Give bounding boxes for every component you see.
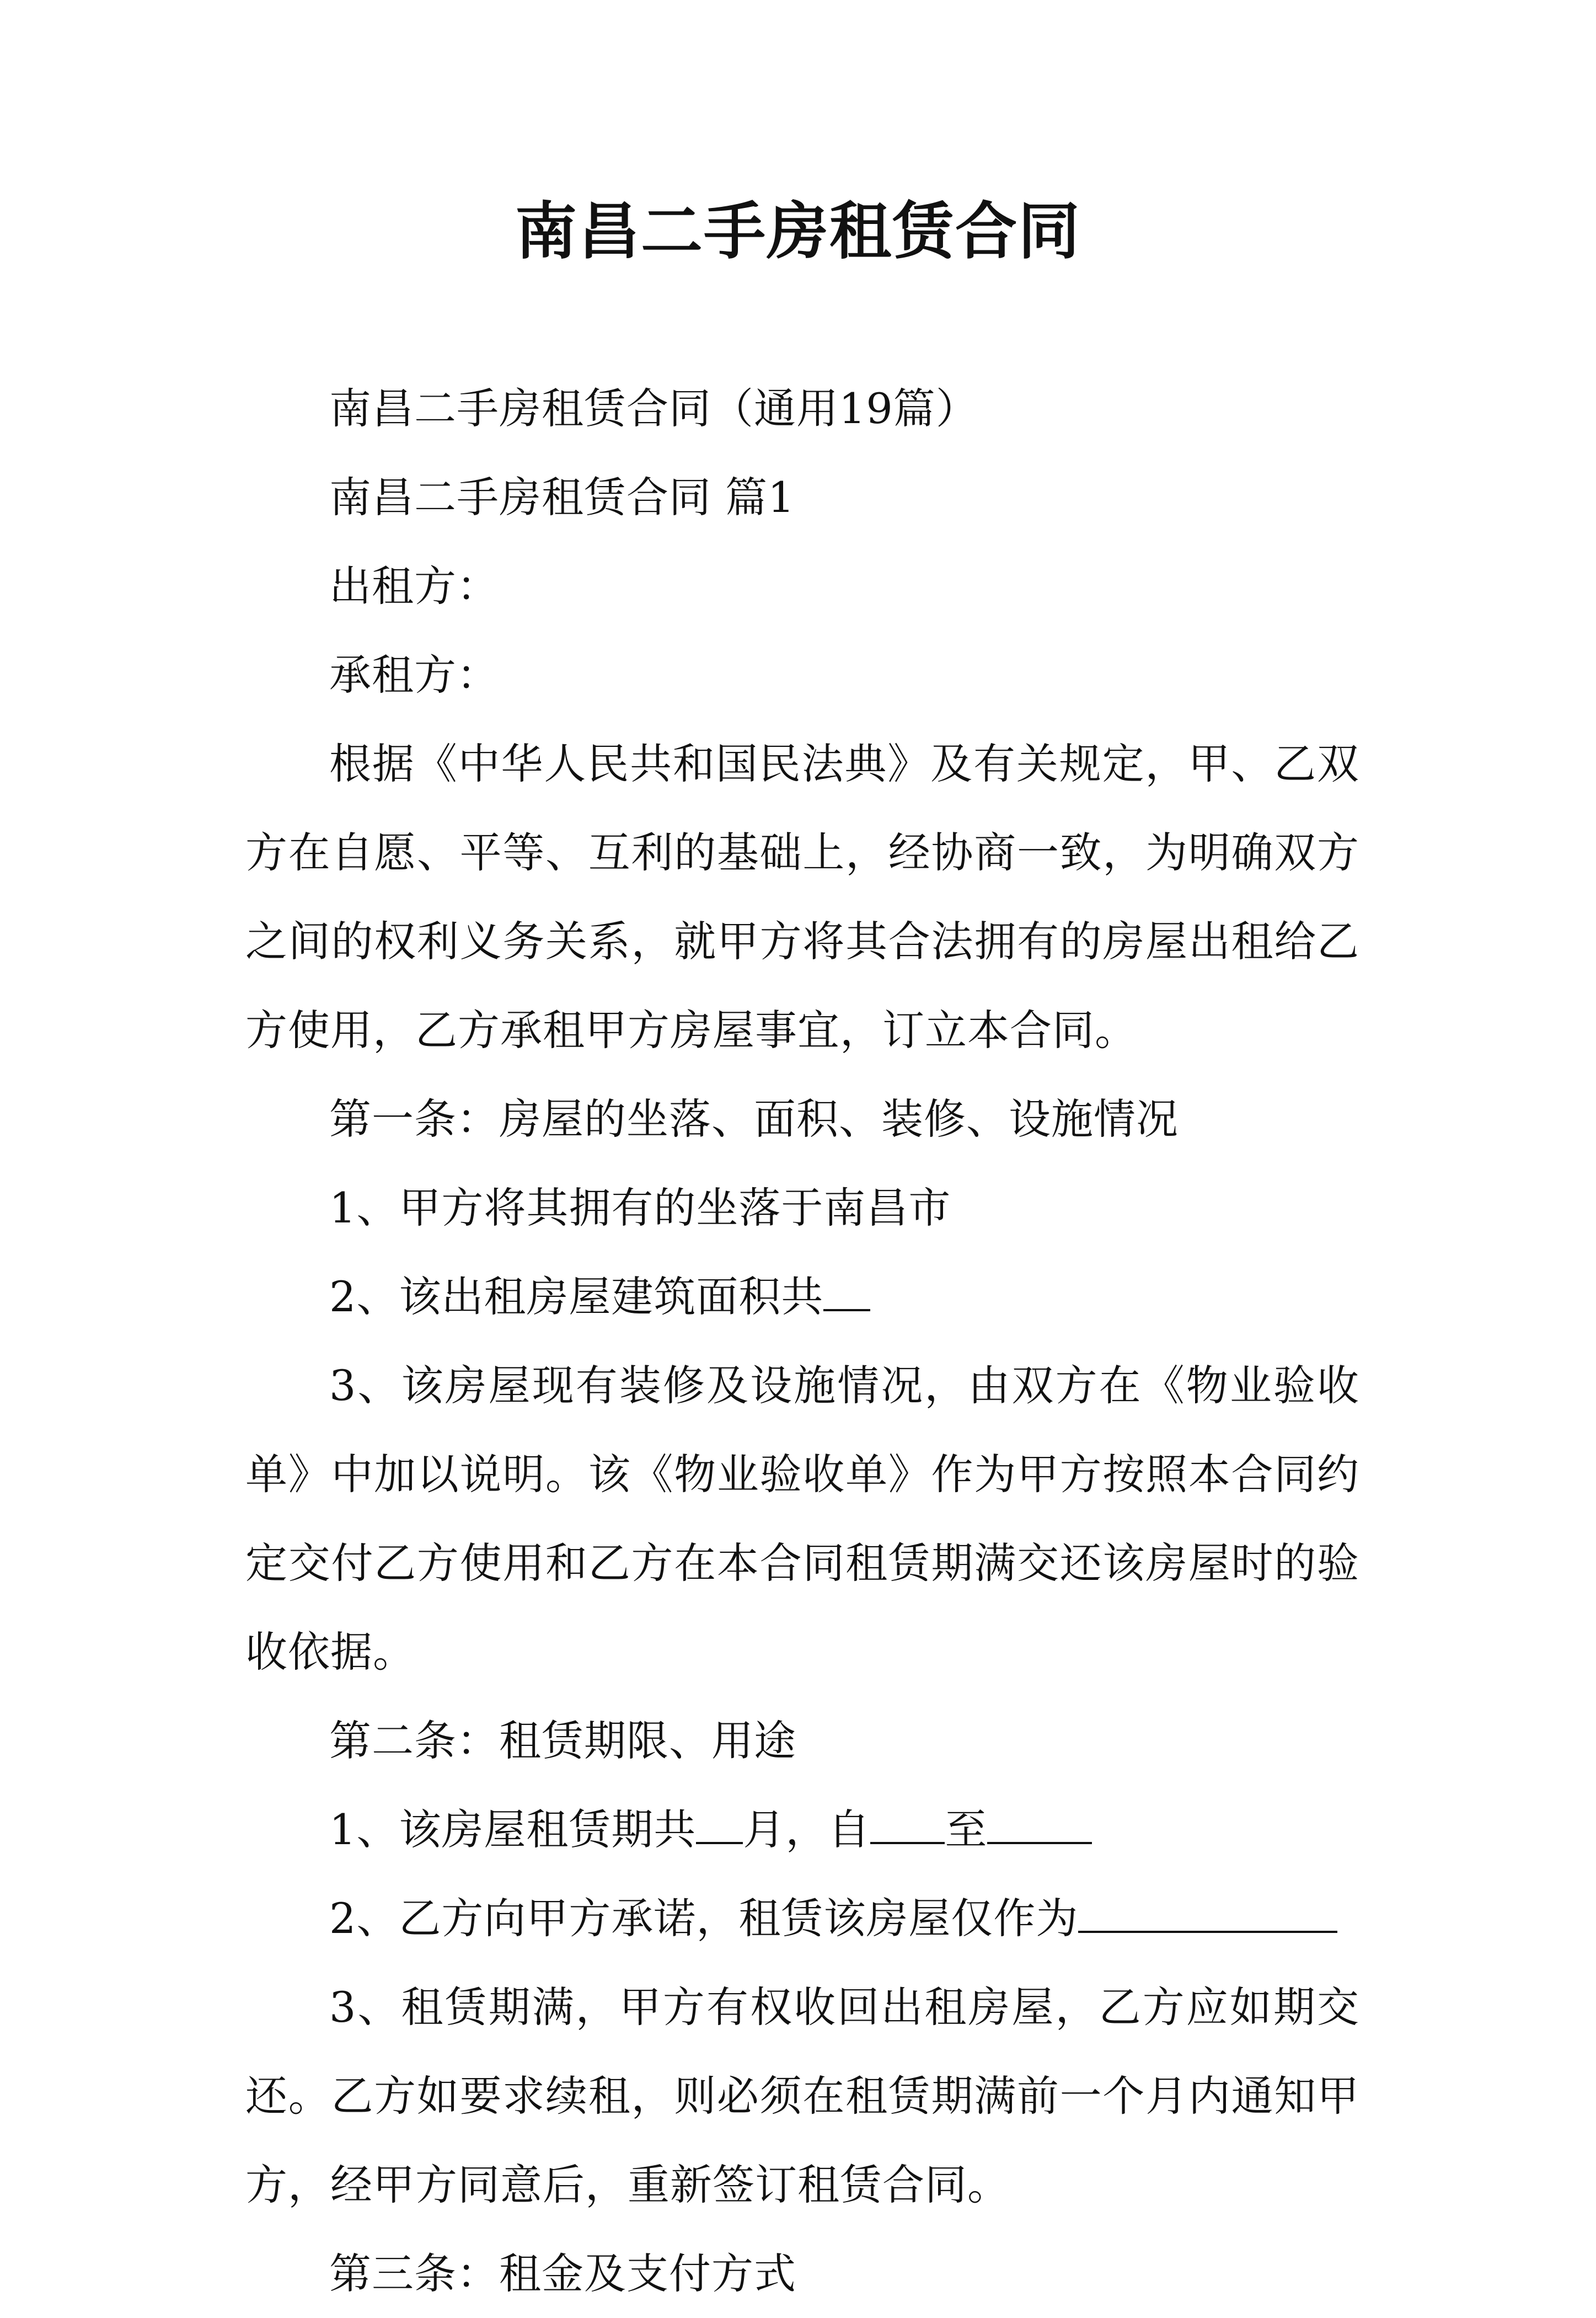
paragraph-preamble: 根据《中华人民共和国民法典》及有关规定，甲、乙双方在自愿、平等、互利的基础上，经协商一致，为明确双方之间的权利义务关系，就甲方将其合法拥有的房屋出租给乙方使用，乙方承租甲方房屋事宜，订立本合同。 bbox=[245, 739, 1359, 1055]
fill-blank bbox=[870, 1806, 945, 1844]
paragraph-subtitle: 南昌二手房租赁合同（通用19篇） bbox=[329, 384, 978, 433]
paragraph-article-2-item-3: 3、租赁期满，甲方有权收回出租房屋，乙方应如期交还。乙方如要求续租，则必须在租赁期满前一个月内通知甲方，经甲方同意后，重新签订租赁合同。 bbox=[245, 1983, 1359, 2209]
paragraph-article-1-item-3: 3、该房屋现有装修及设施情况，由双方在《物业验收单》中加以说明。该《物业验收单》作为甲方按照本合同约定交付乙方使用和乙方在本合同租赁期满交还该房屋时的验收依据。 bbox=[245, 1361, 1359, 1676]
paragraph-article-2-item-1 bbox=[245, 1785, 1359, 1874]
fill-blank bbox=[987, 1806, 1092, 1844]
paragraph-article-1-item-1: 1、甲方将其拥有的坐落于南昌市 bbox=[329, 1183, 951, 1232]
paragraph-lessee: 承租方： bbox=[329, 650, 499, 699]
paragraph-article-3: 第三条：租金及支付方式 bbox=[329, 2249, 796, 2298]
paragraph-article-1: 第一条：房屋的坐落、面积、装修、设施情况 bbox=[329, 1094, 1179, 1144]
paragraph-lessor: 出租方： bbox=[329, 562, 499, 611]
paragraph-article-2-item-2 bbox=[245, 1874, 1359, 1963]
fill-blank bbox=[696, 1806, 743, 1844]
text-segment: 月，自 bbox=[743, 1805, 871, 1854]
text-segment: 2、该出租房屋建筑面积共 bbox=[329, 1272, 824, 1321]
document-body bbox=[245, 364, 1359, 2318]
paragraph-article-1-item-2 bbox=[245, 1252, 1359, 1341]
text-segment: 至 bbox=[945, 1805, 988, 1854]
paragraph-article-2: 第二条：租赁期限、用途 bbox=[329, 1716, 796, 1765]
fill-blank bbox=[823, 1273, 870, 1311]
paragraph-section-heading: 南昌二手房租赁合同 篇1 bbox=[329, 473, 795, 522]
document-title: 南昌二手房租赁合同 bbox=[515, 196, 1081, 268]
fill-blank bbox=[1078, 1894, 1337, 1933]
text-segment: 2、乙方向甲方承诺，租赁该房屋仅作为 bbox=[329, 1894, 1079, 1943]
text-segment: 1、该房屋租赁期共 bbox=[329, 1805, 697, 1854]
